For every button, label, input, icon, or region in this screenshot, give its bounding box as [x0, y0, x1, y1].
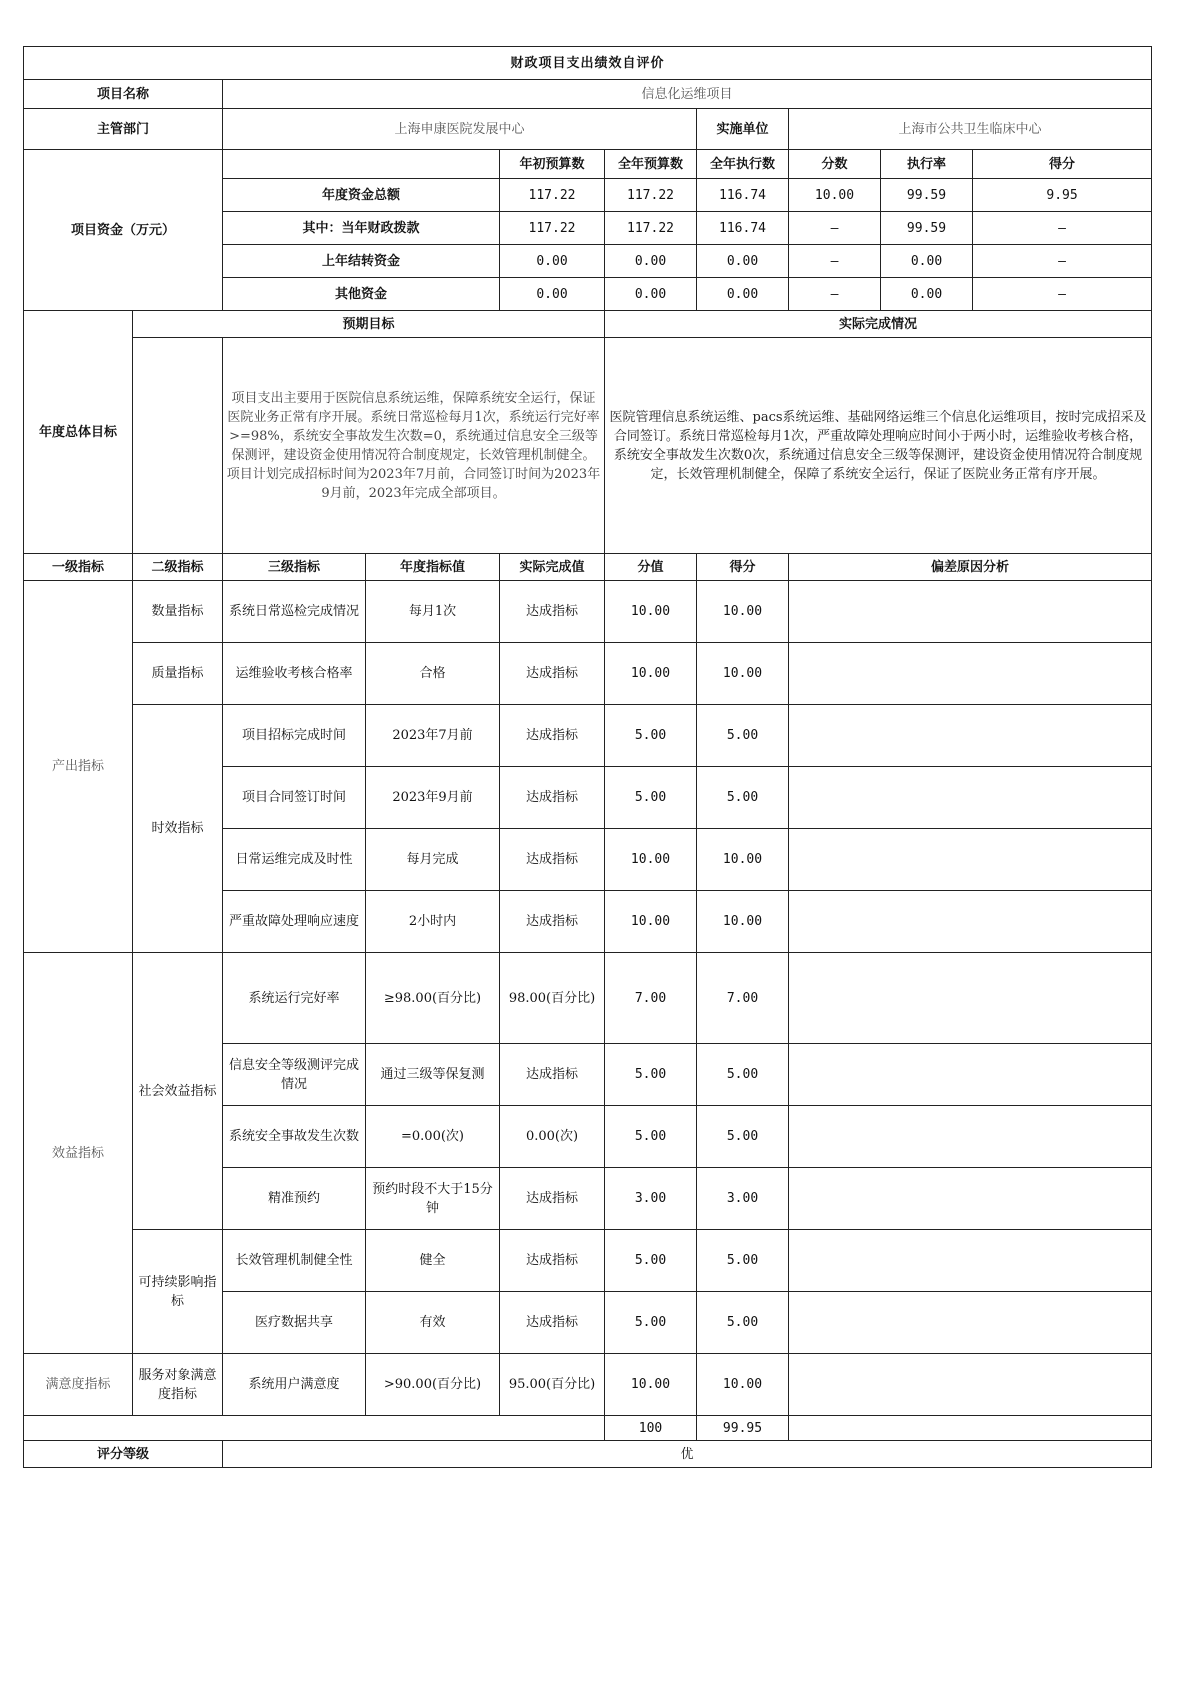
level3-name: 信息安全等级测评完成情况	[223, 1044, 366, 1106]
deviation-reason	[789, 767, 1152, 829]
target-value: 有效	[366, 1292, 500, 1354]
expected-goal-header: 预期目标	[133, 311, 605, 338]
indicator-header: 分值	[605, 554, 697, 581]
funds-cell: 0.00	[697, 278, 789, 311]
score: 5.00	[697, 1106, 789, 1168]
deviation-reason	[789, 891, 1152, 953]
funds-header: 年初预算数	[500, 150, 605, 179]
indicator-header: 得分	[697, 554, 789, 581]
funds-header: 执行率	[881, 150, 973, 179]
funds-cell: –	[789, 212, 881, 245]
funds-cell: –	[789, 245, 881, 278]
project-name-label: 项目名称	[24, 80, 223, 109]
indicator-header: 年度指标值	[366, 554, 500, 581]
funds-cell: 0.00	[500, 245, 605, 278]
actual-value: 达成指标	[500, 1168, 605, 1230]
level3-name: 项目合同签订时间	[223, 767, 366, 829]
level2-service: 服务对象满意度指标	[133, 1354, 223, 1416]
level1-satisfaction: 满意度指标	[24, 1354, 133, 1416]
actual-completion-header: 实际完成情况	[605, 311, 1152, 338]
target-value: ≥98.00(百分比)	[366, 953, 500, 1044]
level3-name: 医疗数据共享	[223, 1292, 366, 1354]
expected-goal-text: 项目支出主要用于医院信息系统运维，保障系统安全运行，保证医院业务正常有序开展。系统日常巡检每月1次，系统运行完好率>=98%，系统安全事故发生次数=0，系统通过信息安全三级等保测评，建设资金使用情况符合制度规定，长效管理机制健全。项目计划完成招标时间为2023年7月前，合同签订时间为2023年9月前，2023年完成全部项目。	[223, 338, 605, 554]
level2-quality: 质量指标	[133, 643, 223, 705]
score: 5.00	[697, 705, 789, 767]
deviation-reason	[789, 829, 1152, 891]
indicator-header: 偏差原因分析	[789, 554, 1152, 581]
score-value: 5.00	[605, 1106, 697, 1168]
funds-cell: 117.22	[500, 212, 605, 245]
total-score: 99.95	[697, 1416, 789, 1441]
deviation-reason	[789, 1292, 1152, 1354]
deviation-reason	[789, 1230, 1152, 1292]
funds-row-name: 其中：当年财政拨款	[223, 212, 500, 245]
level3-name: 精准预约	[223, 1168, 366, 1230]
funds-row-name: 其他资金	[223, 278, 500, 311]
project-name-value: 信息化运维项目	[223, 80, 1152, 109]
funds-cell: –	[973, 245, 1152, 278]
score: 10.00	[697, 829, 789, 891]
target-value: 每月完成	[366, 829, 500, 891]
department-value: 上海申康医院发展中心	[223, 109, 697, 150]
level3-name: 系统日常巡检完成情况	[223, 581, 366, 643]
level3-name: 系统运行完好率	[223, 953, 366, 1044]
actual-value: 达成指标	[500, 581, 605, 643]
indicator-header: 三级指标	[223, 554, 366, 581]
funds-cell: 117.22	[500, 179, 605, 212]
level3-name: 长效管理机制健全性	[223, 1230, 366, 1292]
score-value: 5.00	[605, 1230, 697, 1292]
funds-cell: 10.00	[789, 179, 881, 212]
level3-name: 日常运维完成及时性	[223, 829, 366, 891]
score: 5.00	[697, 1044, 789, 1106]
funds-cell: 99.59	[881, 179, 973, 212]
funds-label: 项目资金（万元）	[24, 150, 223, 311]
level3-name: 运维验收考核合格率	[223, 643, 366, 705]
score-value: 3.00	[605, 1168, 697, 1230]
target-value: 2小时内	[366, 891, 500, 953]
level3-name: 项目招标完成时间	[223, 705, 366, 767]
score-value: 10.00	[605, 643, 697, 705]
deviation-reason	[789, 581, 1152, 643]
deviation-reason	[789, 643, 1152, 705]
score: 10.00	[697, 1354, 789, 1416]
implementing-unit-label: 实施单位	[697, 109, 789, 150]
score-value: 10.00	[605, 829, 697, 891]
funds-cell: 116.74	[697, 179, 789, 212]
score-value: 7.00	[605, 953, 697, 1044]
actual-value: 达成指标	[500, 1044, 605, 1106]
goals-spacer	[133, 338, 223, 554]
actual-value: 达成指标	[500, 829, 605, 891]
funds-header: 全年执行数	[697, 150, 789, 179]
actual-value: 达成指标	[500, 891, 605, 953]
target-value: 预约时段不大于15分钟	[366, 1168, 500, 1230]
level1-output: 产出指标	[24, 581, 133, 953]
score: 10.00	[697, 643, 789, 705]
evaluation-sheet	[23, 46, 1151, 1468]
target-value: 2023年9月前	[366, 767, 500, 829]
indicator-header: 实际完成值	[500, 554, 605, 581]
score: 5.00	[697, 767, 789, 829]
department-label: 主管部门	[24, 109, 223, 150]
actual-value: 95.00(百分比)	[500, 1354, 605, 1416]
score-value: 5.00	[605, 767, 697, 829]
level2-quantity: 数量指标	[133, 581, 223, 643]
target-value: 每月1次	[366, 581, 500, 643]
deviation-reason	[789, 1106, 1152, 1168]
score: 10.00	[697, 891, 789, 953]
actual-value: 达成指标	[500, 767, 605, 829]
deviation-reason	[789, 1044, 1152, 1106]
target-value: =0.00(次)	[366, 1106, 500, 1168]
page-title: 财政项目支出绩效自评价	[24, 47, 1152, 80]
total-score-value: 100	[605, 1416, 697, 1441]
level3-name: 严重故障处理响应速度	[223, 891, 366, 953]
implementing-unit-value: 上海市公共卫生临床中心	[789, 109, 1152, 150]
funds-row-name: 上年结转资金	[223, 245, 500, 278]
funds-cell: –	[789, 278, 881, 311]
score-value: 10.00	[605, 891, 697, 953]
grade-label: 评分等级	[24, 1441, 223, 1468]
score: 3.00	[697, 1168, 789, 1230]
level3-name: 系统安全事故发生次数	[223, 1106, 366, 1168]
level2-social: 社会效益指标	[133, 953, 223, 1230]
deviation-reason	[789, 1354, 1152, 1416]
actual-value: 0.00(次)	[500, 1106, 605, 1168]
funds-cell: 0.00	[881, 278, 973, 311]
funds-cell: 0.00	[500, 278, 605, 311]
funds-cell: 0.00	[605, 278, 697, 311]
funds-header: 得分	[973, 150, 1152, 179]
score-value: 5.00	[605, 1044, 697, 1106]
funds-cell: 0.00	[697, 245, 789, 278]
deviation-reason	[789, 705, 1152, 767]
funds-header: 全年预算数	[605, 150, 697, 179]
total-reason-blank	[789, 1416, 1152, 1441]
level3-name: 系统用户满意度	[223, 1354, 366, 1416]
funds-header: 分数	[789, 150, 881, 179]
target-value: 健全	[366, 1230, 500, 1292]
funds-row-name: 年度资金总额	[223, 179, 500, 212]
actual-value: 达成指标	[500, 705, 605, 767]
funds-cell: 9.95	[973, 179, 1152, 212]
level2-timeliness: 时效指标	[133, 705, 223, 953]
actual-value: 达成指标	[500, 643, 605, 705]
target-value: 通过三级等保复测	[366, 1044, 500, 1106]
score-value: 5.00	[605, 705, 697, 767]
actual-value: 达成指标	[500, 1230, 605, 1292]
funds-header-blank	[223, 150, 500, 179]
deviation-reason	[789, 953, 1152, 1044]
score: 5.00	[697, 1292, 789, 1354]
deviation-reason	[789, 1168, 1152, 1230]
score: 10.00	[697, 581, 789, 643]
actual-completion-text: 医院管理信息系统运维、pacs系统运维、基础网络运维三个信息化运维项目，按时完成招采及合同签订。系统日常巡检每月1次，严重故障处理响应时间小于两小时，运维验收考核合格，系统安全事故发生次数0次，系统通过信息安全三级等保测评，建设资金使用情况符合制度规定，长效管理机制健全，保障了系统安全运行，保证了医院业务正常有序开展。	[605, 338, 1152, 554]
level2-sustainability: 可持续影响指标	[133, 1230, 223, 1354]
score-value: 10.00	[605, 581, 697, 643]
target-value: 合格	[366, 643, 500, 705]
score: 7.00	[697, 953, 789, 1044]
evaluation-table	[23, 46, 1152, 1468]
funds-cell: –	[973, 212, 1152, 245]
score-value: 10.00	[605, 1354, 697, 1416]
goals-label: 年度总体目标	[24, 311, 133, 554]
actual-value: 达成指标	[500, 1292, 605, 1354]
funds-cell: 99.59	[881, 212, 973, 245]
indicator-header: 一级指标	[24, 554, 133, 581]
funds-cell: 116.74	[697, 212, 789, 245]
total-blank	[24, 1416, 605, 1441]
funds-cell: 0.00	[881, 245, 973, 278]
funds-cell: –	[973, 278, 1152, 311]
funds-cell: 117.22	[605, 212, 697, 245]
indicator-header: 二级指标	[133, 554, 223, 581]
score: 5.00	[697, 1230, 789, 1292]
level1-benefit: 效益指标	[24, 953, 133, 1354]
funds-cell: 0.00	[605, 245, 697, 278]
score-value: 5.00	[605, 1292, 697, 1354]
target-value: 2023年7月前	[366, 705, 500, 767]
grade-value: 优	[223, 1441, 1152, 1468]
actual-value: 98.00(百分比)	[500, 953, 605, 1044]
target-value: >90.00(百分比)	[366, 1354, 500, 1416]
funds-cell: 117.22	[605, 179, 697, 212]
